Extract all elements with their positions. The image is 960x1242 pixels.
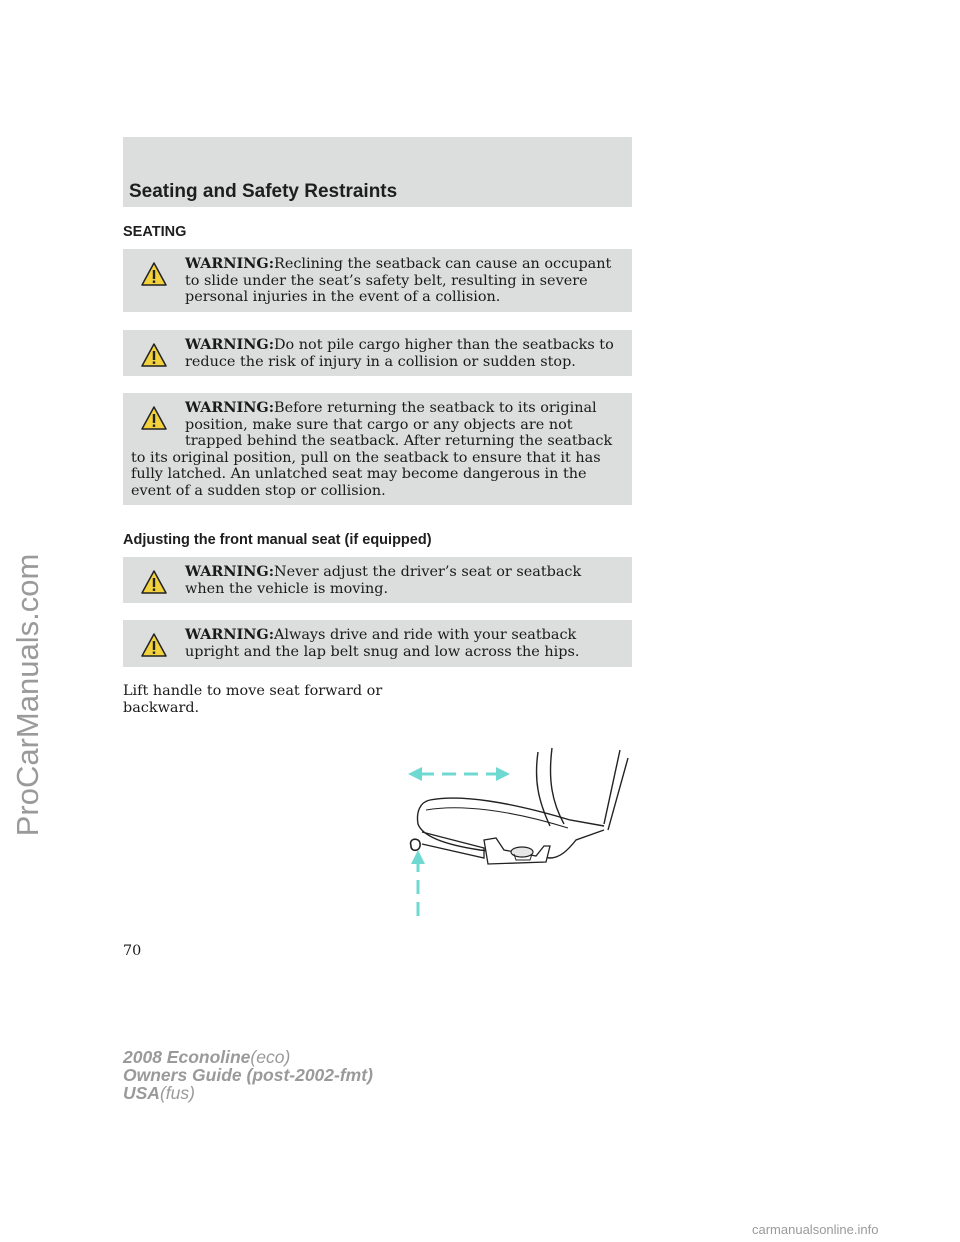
warning-label: WARNING: [185, 563, 275, 580]
footer-line-1 [123, 1048, 373, 1066]
warning-box-5 [123, 620, 632, 667]
side-watermark [8, 510, 48, 880]
seat-adjust-illustration [400, 740, 640, 920]
warning-text: Before returning the seatback to its original position, make sure that cargo or any objects are not trapped behind the seatback. After returning the seatback to its original position, pull on the seatback to ensure that it has fully latched. An unlatched seat may become dangerous in the event of a sudden stop or collision. [131, 400, 613, 499]
warning-triangle-icon [141, 633, 167, 657]
warning-text: Always drive and ride with your seatback upright and the lap belt snug and low across the hips. [185, 627, 580, 660]
footer-line-3 [123, 1084, 373, 1102]
section-title: SEATING [123, 224, 187, 240]
instruction-text: Lift handle to move seat forward or backward. [123, 683, 383, 716]
warning-label: WARNING: [185, 399, 275, 416]
section-header [123, 137, 632, 207]
subsection-title: Adjusting the front manual seat (if equipped) [123, 532, 432, 548]
warning-text: Reclining the seatback can cause an occupant to slide under the seat’s safety belt, resulting in severe personal injuries in the event of a collision. [185, 256, 612, 306]
warning-text: Do not pile cargo higher than the seatbacks to reduce the risk of injury in a collision or sudden stop. [185, 337, 614, 370]
footer-model-code: (eco) [250, 1047, 291, 1067]
footer-guide: Owners Guide (post-2002-fmt) [123, 1065, 373, 1085]
warning-text: Never adjust the driver’s seat or seatback when the vehicle is moving. [185, 564, 582, 597]
page-title: Seating and Safety Restraints [129, 181, 398, 202]
side-watermark-text: ProCarManuals.com [10, 553, 45, 837]
warning-box-2 [123, 330, 632, 376]
page-number: 70 [123, 943, 142, 959]
warning-label: WARNING: [185, 626, 275, 643]
footer-model: 2008 Econoline [123, 1047, 251, 1067]
warning-box-4 [123, 557, 632, 603]
document-footer [123, 1048, 373, 1102]
footer-market: USA [123, 1083, 160, 1103]
bottom-watermark: carmanualsonline.info [752, 1222, 879, 1237]
footer-line-2 [123, 1066, 373, 1084]
footer-market-code: (fus) [159, 1083, 195, 1103]
warning-triangle-icon [141, 570, 167, 594]
warning-label: WARNING: [185, 336, 275, 353]
warning-triangle-icon [141, 343, 167, 367]
warning-triangle-icon [141, 406, 167, 430]
warning-box-1 [123, 249, 632, 312]
warning-label: WARNING: [185, 255, 275, 272]
warning-box-3 [123, 393, 632, 505]
warning-triangle-icon [141, 262, 167, 286]
